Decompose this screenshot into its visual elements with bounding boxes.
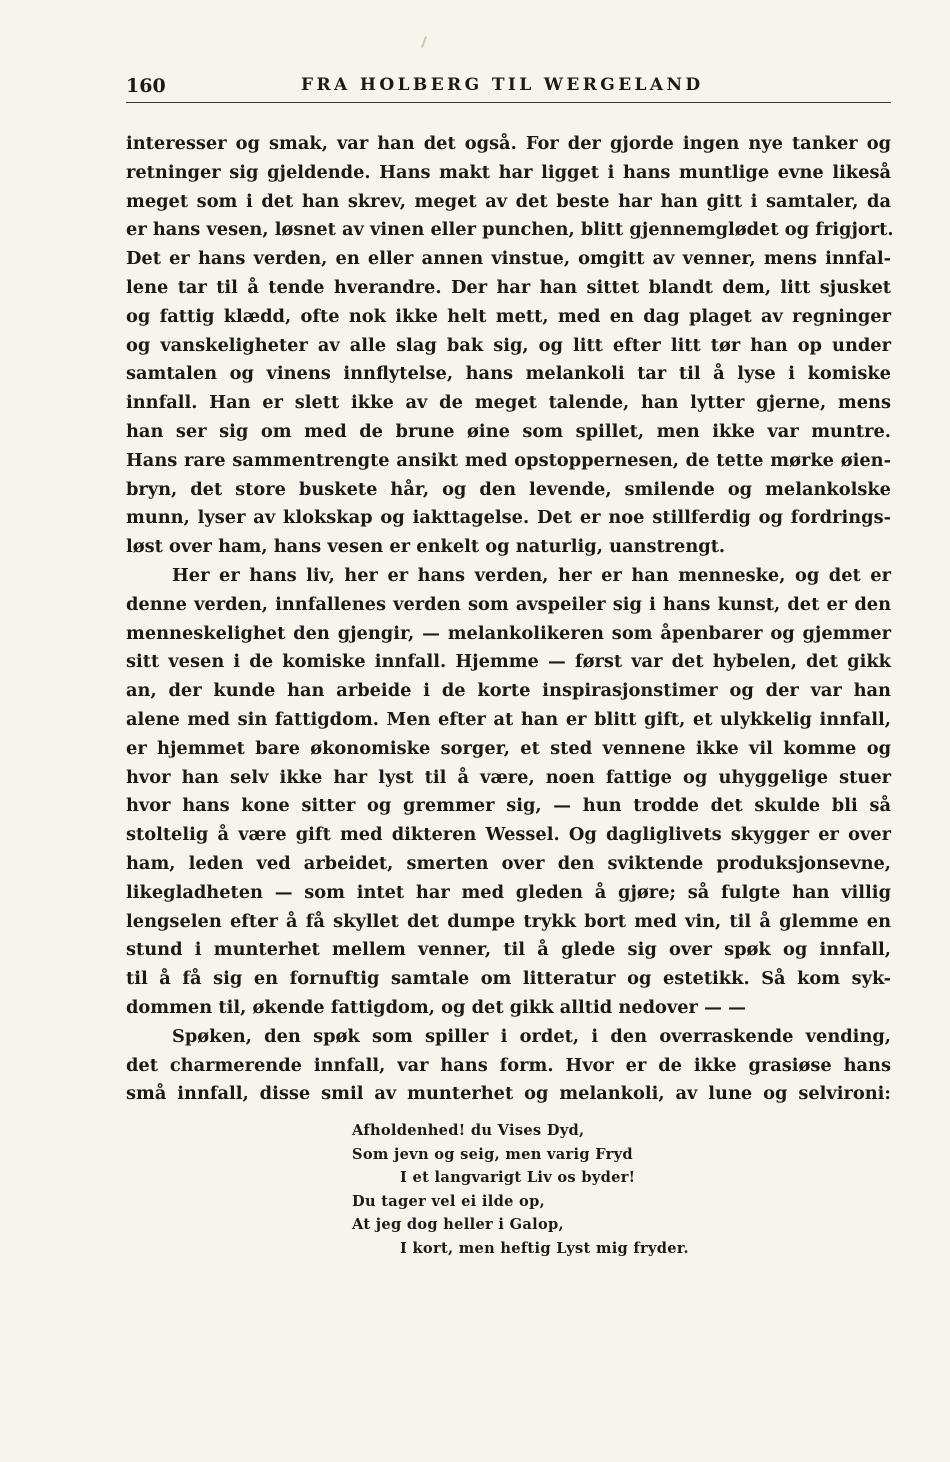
text-line: er hjemmet bare økonomiske sorger, et sted vennene ikke vil komme og <box>126 737 891 759</box>
text-line: er hans vesen, løsnet av vinen eller punchen, blitt gjennemglødet og frigjort. <box>126 219 894 241</box>
text-line: an, der kunde han arbeide i de korte inspirasjonstimer og der var han <box>126 680 891 702</box>
text-line: han ser sig om med de brune øine som spillet, men ikke var muntre. <box>126 420 891 442</box>
text-line: alene med sin fattigdom. Men efter at han er blitt gift, et ulykkelig innfall, <box>126 708 891 730</box>
text-line: denne verden, innfallenes verden som avspeiler sig i hans kunst, det er den <box>126 593 891 615</box>
text-line: likegladheten — som intet har med gleden å gjøre; så fulgte han villig <box>126 881 891 903</box>
text-line: det charmerende innfall, var hans form. Hvor er de ikke grasiøse hans <box>126 1054 891 1076</box>
text-line: samtalen og vinens innflytelse, hans melankoli tar til å lyse i komiske <box>126 363 891 385</box>
page-header <box>126 72 891 103</box>
text-line: lengselen efter å få skyllet det dumpe trykk bort med vin, til å glemme en <box>126 910 891 932</box>
text-line: innfall. Han er slett ikke av de meget talende, han lytter gjerne, mens <box>126 392 891 414</box>
text-line: løst over ham, hans vesen er enkelt og naturlig, uanstrengt. <box>126 536 726 558</box>
text-line: Spøken, den spøk som spiller i ordet, i den overraskende vending, <box>172 1025 891 1047</box>
text-line: hvor hans kone sitter og gremmer sig, — hun trodde det skulde bli så <box>126 795 891 817</box>
text-line: til å få sig en fornuftig samtale om litteratur og estetikk. Så kom syk- <box>126 968 891 990</box>
poem-quote <box>352 1119 689 1261</box>
text-line: Her er hans liv, her er hans verden, her er han menneske, og det er <box>172 564 891 586</box>
text-line: og vanskeligheter av alle slag bak sig, og litt efter litt tør han op under <box>126 334 891 356</box>
text-line: små innfall, disse smil av munterhet og melankoli, av lune og selvironi: <box>126 1083 891 1105</box>
text-line: munn, lyser av klokskap og iakttagelse. Det er noe stillferdig og fordrings- <box>126 507 891 529</box>
poem-line: Afholdenhed! du Vises Dyd, <box>352 1122 585 1139</box>
poem-line: I et langvarigt Liv os byder! <box>400 1169 636 1187</box>
text-line: ham, leden ved arbeidet, smerten over den sviktende produksjonsevne, <box>126 852 891 874</box>
running-title: FRA HOLBERG TIL WERGELAND <box>301 75 704 95</box>
page-number: 160 <box>126 75 166 97</box>
text-line: stoltelig å være gift med dikteren Wessel. Og dagliglivets skygger er over <box>126 824 891 846</box>
text-line: meget som i det han skrev, meget av det beste har han gitt i samtaler, da <box>126 190 891 212</box>
text-line: hvor han selv ikke har lyst til å være, noen fattige og uhyggelige stuer <box>126 766 891 788</box>
text-line: dommen til, økende fattigdom, og det gikk alltid nedover — — <box>126 996 746 1018</box>
text-line: menneskelighet den gjengir, — melankolikeren som åpenbarer og gjemmer <box>126 622 891 644</box>
poem-line: Som jevn og seig, men varig Fryd <box>352 1145 633 1163</box>
body-text <box>126 130 894 1109</box>
text-line: Det er hans verden, en eller annen vinstue, omgitt av venner, mens innfal- <box>126 248 891 270</box>
text-line: og fattig klædd, ofte nok ikke helt mett, med en dag plaget av regninger <box>126 305 891 327</box>
text-line: interesser og smak, var han det også. For der gjorde ingen nye tanker og <box>126 133 891 154</box>
poem-line: Du tager vel ei ilde op, <box>352 1192 545 1210</box>
text-line: lene tar til å tende hverandre. Der har han sittet blandt dem, litt sjusket <box>126 276 891 298</box>
poem-line: I kort, men heftig Lyst mig fryder. <box>400 1239 689 1257</box>
text-line: Hans rare sammentrengte ansikt med opstoppernesen, de tette mørke øien- <box>126 449 891 471</box>
poem-line: At jeg dog heller i Galop, <box>352 1216 564 1234</box>
text-line: retninger sig gjeldende. Hans makt har ligget i hans muntlige evne likeså <box>126 161 891 183</box>
text-line: sitt vesen i de komiske innfall. Hjemme — først var det hybelen, det gikk <box>126 651 891 673</box>
text-line: stund i munterhet mellem venner, til å glede sig over spøk og innfall, <box>126 939 891 961</box>
text-line: bryn, det store buskete hår, og den levende, smilende og melankolske <box>126 478 891 500</box>
ink-mark <box>421 36 427 48</box>
